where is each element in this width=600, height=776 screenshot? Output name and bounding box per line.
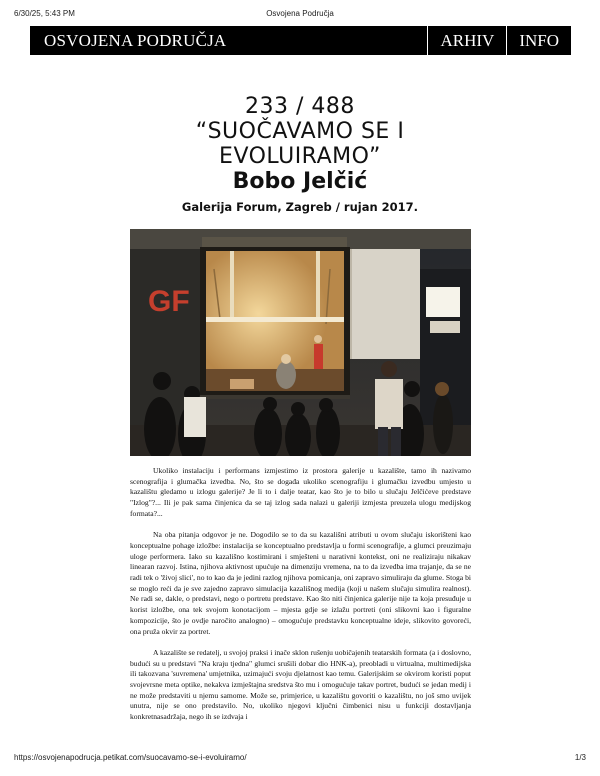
print-header <box>14 9 586 21</box>
article-body <box>130 466 471 734</box>
nav-link-info[interactable]: INFO <box>506 26 571 55</box>
print-page-number: 1/3 <box>574 753 586 762</box>
print-footer <box>14 753 586 765</box>
article-photo <box>130 229 471 456</box>
print-url: https://osvojenapodrucja.petikat.com/suocavamo-se-i-evoluiramo/ <box>14 753 247 762</box>
article-paragraph: Ukoliko instalaciju i performans izmjestimo iz prostora galerije u kazalište, tamo ih nazivamo scenografija i glumačka izvedba. No, što se događa ukoliko scenografiju i glumačku izvedbu umjesto u kazalištu gledamo u izlogu galerije? Je li to i dalje teatar, kao što je to bilo u slučaju Jelčićeve predstave "Izlog"?... Ili je pak sama činjenica da se taj izlog sada nalazi u galeriji izmjesta preuzela ulogu medijskog formata?... <box>130 466 471 518</box>
site-nav <box>30 26 571 55</box>
gallery-window-photo <box>130 229 471 456</box>
article-author: Bobo Jelčić <box>232 169 368 194</box>
article-number: 233 / 488 <box>245 94 355 119</box>
print-datetime: 6/30/25, 5:43 PM <box>14 9 75 18</box>
article-venue: Galerija Forum, Zagreb / rujan 2017. <box>181 200 419 214</box>
site-brand-link[interactable]: OSVOJENA PODRUČJA <box>44 30 227 50</box>
watermark-logo: GF <box>148 285 190 318</box>
article-title: “SUOČAVAMO SE I EVOLUIRAMO” <box>195 119 405 169</box>
article-header <box>0 94 600 215</box>
print-page-title: Osvojena Područja <box>266 9 334 18</box>
article-paragraph: Na oba pitanja odgovor je ne. Dogodilo se to da su kazališni atributi u ovom slučaju iskorišteni kao konceptualne pohage izložbe: instalacija se konceptualno predstavlja u formi scenografije, a glumci preuzimaju uloge performera. Iako su kazališno kostimirani i smješteni u narativni kontekst, oni ne realiziraju nikakav linearan razvoj. Istina, njihova aktivnost upućuje na dimenziju vremena, na to da izvedba ima trajanje, da se ne radi tek o 'živoj slici', no to kao da je jedini razlog njihova pomicanja, oni zapravo simuliraju da glume. Stoga bi se moglo reći da je sve zajedno zapravo simulacija kazališnog medija (koji u našem slučaju simulira realnost). Ne radi se, dakle, o predstavi, nego o portretu predstave. Kao što niti činjenica galerije nije ta koja presuđuje u korist izložbe, ona tek svojom konotacijom – mjesta gdje se izlažu portreti (oni slikovni kao i figuralne kompozicije, što je ovdje naročito analogno) – omogućuje predstavku konceptualne ideje, slikovito govoreći, ona pruža okvir za portret. <box>130 530 471 636</box>
nav-link-arhiv[interactable]: ARHIV <box>427 26 506 55</box>
article-paragraph: A kazalište se redatelj, u svojoj praksi i inače sklon rušenju uobičajenih teatarskih formata (a i doslovno, budući su u predstavi "Na kraju tjedna" glumci srušili dobar dio HNK-a), preobladi u virtualna, multimedijska ili takozvana 'suvremena' umjetnika, uzimajući svoju djelatnost kao temu. Galerijskim se okvirom koristi poput svojevrsne meta optike, nekakva izmještajna sredstva što mu i omogućuje takav portret, budući se jedan medij i ne može predstaviti u njemu samome. Može se, primjerice, u kazalištu govoriti o kazalištu, no još smo uvijek unutra, nije se ono predstavilo. No, ukoliko njegovi ključni čimbenici nisu u funkciji dostavljanja konkretnasadržaja, nego ih se izdvaja i <box>130 647 471 722</box>
